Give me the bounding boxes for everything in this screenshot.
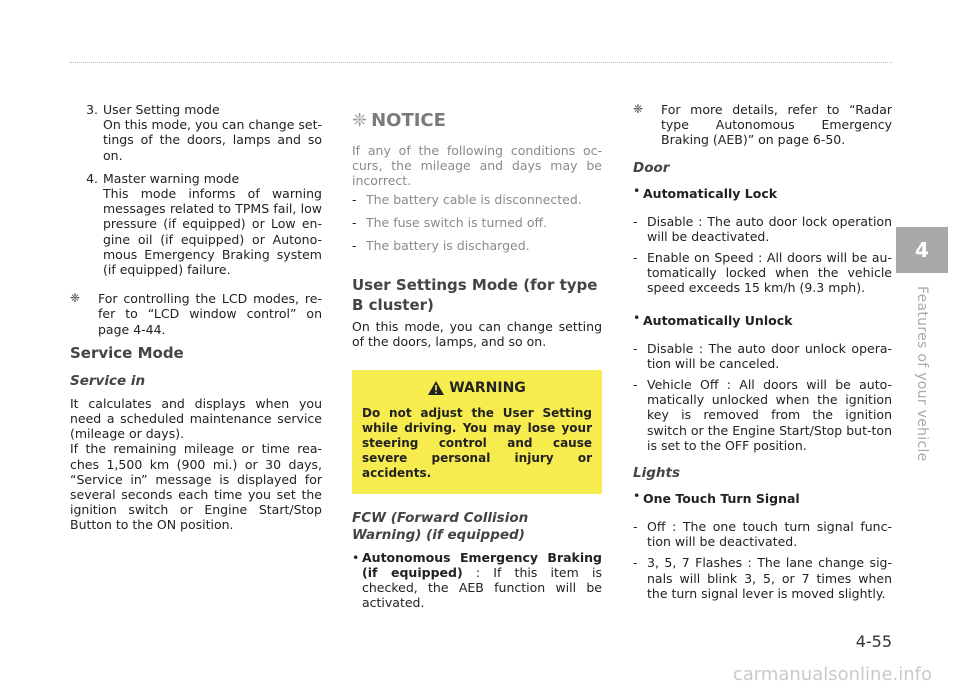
auto-unlock-item: - Disable : The auto door unlock opera-tion will be canceled.	[633, 340, 892, 371]
one-touch-item-text: Off : The one touch turn signal func-tion will be deactivated.	[647, 519, 892, 550]
chapter-tab: 4	[896, 227, 948, 273]
list-number: 3.	[86, 102, 98, 117]
page-number: 4-55	[855, 632, 892, 651]
auto-lock-item: - Disable : The auto door lock operation will be deactivated.	[633, 213, 892, 244]
column-middle	[352, 102, 602, 616]
notice-item: - The battery cable is disconnected.	[352, 192, 602, 207]
lcd-note	[70, 291, 322, 337]
auto-unlock-item-text: Vehicle Off : All doors will be auto-matically unlocked when the ignition key is removed from the ignition switch or the Engine Start/Stop but-ton is set to the OFF position.	[647, 377, 892, 453]
warning-title: WARNING	[449, 379, 526, 396]
one-touch-title: One Touch Turn Signal	[643, 491, 800, 507]
notice-title: NOTICE	[371, 110, 446, 131]
note-mark-icon: ❈	[633, 102, 644, 116]
top-divider	[70, 62, 892, 63]
column-left	[70, 102, 322, 533]
list-item-3	[70, 102, 322, 163]
note-text: For more details, refer to “Radar type Autonomous Emergency Braking (AEB)” on page 6-50.	[661, 102, 892, 148]
warning-icon	[428, 381, 444, 395]
subsection-title-fcw: FCW (Forward Collision Warning) (if equipped)	[352, 509, 529, 543]
auto-lock-title: Automatically Lock	[643, 185, 778, 201]
section-title-user-settings: User Settings Mode (for type B cluster)	[352, 276, 598, 315]
section-title-service-mode: Service Mode	[70, 343, 184, 362]
auto-unlock-title: Automatically Unlock	[643, 312, 793, 328]
auto-lock-item-text: Disable : The auto door lock operation will be deactivated.	[647, 213, 892, 244]
notice-item-text: The battery cable is disconnected.	[366, 191, 582, 207]
subsection-title-door: Door	[633, 159, 670, 176]
warning-heading	[362, 380, 592, 396]
notice-item: - The battery is discharged.	[352, 238, 602, 253]
service-para-1: It calculates and displays when you need a scheduled maintenance service (mileage or days).	[70, 395, 322, 442]
one-touch-item-text: 3, 5, 7 Flashes : The lane change sig-nals will blink 3, 5, or 7 times when the turn signal lever is moved slightly.	[647, 555, 892, 601]
service-para-2: If the remaining mileage or time rea-ches 1,500 km (900 mi.) or 30 days, “Service in” message is displayed for several seconds each time you set the ignition switch or Engine Start/Stop Button to the ON position.	[70, 441, 322, 533]
user-settings-para: On this mode, you can change setting of the doors, lamps, and so on.	[352, 319, 602, 350]
list-number: 4.	[86, 170, 98, 186]
aeb-head: Autonomous Emergency Braking (if equipped)	[362, 549, 602, 580]
auto-unlock-item-text: Disable : The auto door unlock opera-tion will be canceled.	[647, 340, 892, 371]
radar-note	[633, 102, 892, 148]
notice-item-text: The fuse switch is turned off.	[366, 214, 548, 230]
aeb-item: • Autonomous Emergency Braking (if equipped) : If this item is checked, the AEB function will be activated.	[352, 549, 602, 611]
subsection-title-service-in: Service in	[70, 372, 146, 389]
notice-intro: If any of the following conditions oc-curs, the mileage and days may be incorrect.	[352, 143, 602, 189]
list-item-4	[70, 171, 322, 277]
aeb-text: : If this item is checked, the AEB function will be activated.	[362, 564, 602, 611]
chapter-label-text: Features of your vehicle	[914, 286, 930, 462]
auto-lock-item: - Enable on Speed : All doors will be au-tomatically locked when the vehicle speed exceeds 15 km/h (9.3 mph).	[633, 250, 892, 296]
notice-mark-icon: ❈	[352, 110, 368, 131]
auto-lock-heading: • Automatically Lock	[633, 182, 778, 201]
list-item-body: This mode informs of warning messages related to TPMS fail, low pressure (if equipped) or Low en-gine oil (if equipped) or Autono-mous Emergency Braking system (if equipped) failure.	[103, 186, 322, 278]
subsection-title-lights: Lights	[633, 465, 680, 482]
note-mark-icon: ❈	[70, 291, 81, 306]
notice-item: - The fuse switch is turned off.	[352, 215, 602, 230]
list-item-title: Master warning mode	[103, 170, 240, 186]
notice-body	[352, 143, 602, 253]
auto-unlock-item: - Vehicle Off : All doors will be auto-matically unlocked when the ignition key is removed from the ignition switch or the Engine Start/Stop but-ton is set to the OFF position.	[633, 377, 892, 453]
list-item-title: User Setting mode	[103, 102, 220, 117]
list-item-body: On this mode, you can change set-tings of the doors, lamps and so on.	[103, 117, 322, 163]
column-right	[633, 102, 892, 601]
one-touch-item: - Off : The one touch turn signal func-tion will be deactivated.	[633, 519, 892, 550]
chapter-label	[904, 286, 934, 496]
one-touch-item: - 3, 5, 7 Flashes : The lane change sig-nals will blink 3, 5, or 7 times when the turn signal lever is moved slightly.	[633, 555, 892, 601]
one-touch-heading: • One Touch Turn Signal	[633, 488, 800, 507]
auto-lock-item-text: Enable on Speed : All doors will be au-tomatically locked when the vehicle speed exceeds 15 km/h (9.3 mph).	[647, 250, 892, 296]
notice-item-text: The battery is discharged.	[366, 238, 530, 254]
auto-unlock-heading: • Automatically Unlock	[633, 309, 793, 328]
note-text: For controlling the LCD modes, re-fer to “LCD window control” on page 4-44.	[98, 291, 322, 337]
watermark: carmanualsonline.info	[732, 664, 932, 685]
notice-heading	[352, 110, 602, 131]
warning-text: Do not adjust the User Setting while driving. You may lose your steering control and cause severe personal injury or accidents.	[362, 405, 592, 481]
warning-box	[352, 370, 602, 494]
